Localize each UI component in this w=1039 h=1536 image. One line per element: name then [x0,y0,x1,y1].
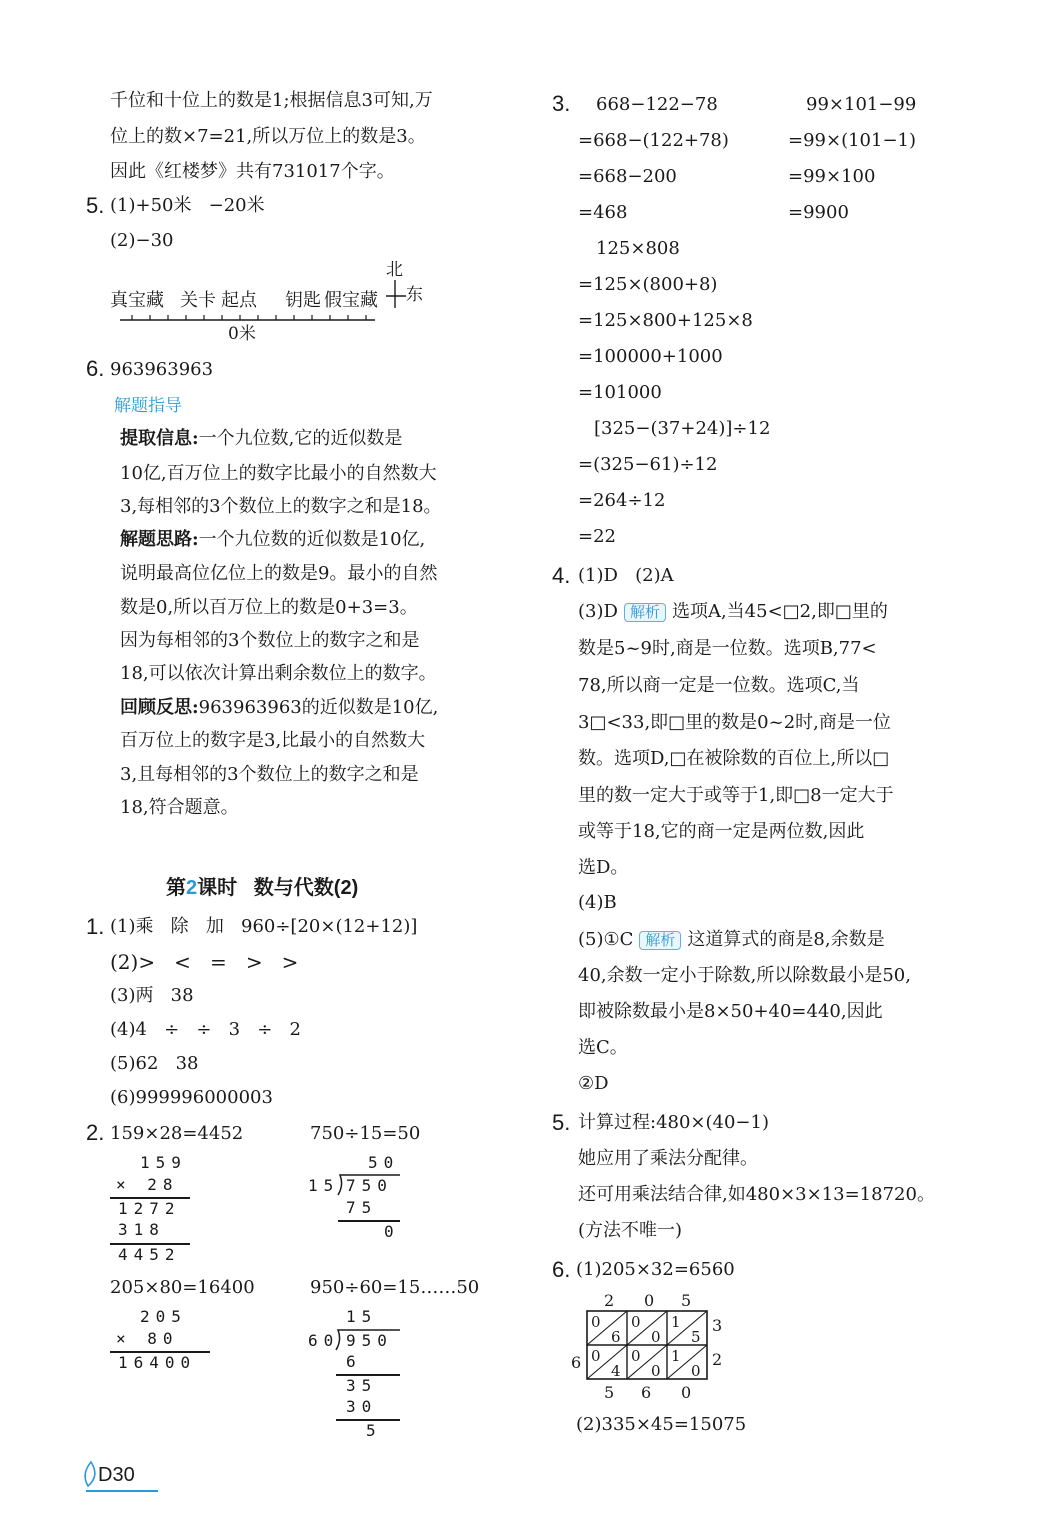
q6-answer: 963963963 [110,359,214,380]
cell-3-ones: 5 [691,1328,701,1346]
cell-3-tens: 1 [671,1313,681,1331]
q1-number: 1. [86,914,105,939]
grid-left-1: 6 [571,1353,582,1372]
m2-b: × 80 [116,1329,179,1348]
q4-p5-line-1: 40,余数一定小于除数,所以除数最小是50, [578,965,911,986]
d1-divisor: 15 [308,1176,340,1195]
q3-a-line-3: =668−200 [578,166,677,187]
silu-line-3: 数是0,所以百万位上的数是0+3=3。 [120,597,418,618]
q4-p3-line-5: 里的数一定大于或等于1,即□8一定大于 [578,785,894,806]
intro-line-3: 因此《红楼梦》共有731017个字。 [110,161,395,182]
q2-eq-3: 205×80=16400 [110,1277,255,1298]
q4-p3-line-3: 3□<33,即□里的数是0~2时,商是一位 [578,712,891,733]
q4-line-1: (1)D (2)A [578,565,674,586]
d2-quotient: 15 [346,1307,378,1326]
zero-label: 0米 [228,324,256,344]
m1-result: 4452 [118,1245,181,1264]
q4-p3-label: (3)D [578,601,618,622]
grid-bottom-2: 6 [641,1383,652,1402]
huigu-line-4: 18,符合题意。 [120,797,239,818]
grid-right-1: 3 [712,1316,723,1335]
east-label: 东 [406,285,423,305]
q3-d-line-3: =264÷12 [578,490,666,511]
d1-subtract: 75 [346,1198,378,1217]
r-q6-number: 6. [552,1257,571,1282]
m1-a: 159 [140,1153,187,1172]
r-q5-number: 5. [552,1110,571,1135]
cell-4-ones: 4 [611,1362,621,1380]
q5-line-2: (2)−30 [110,230,174,251]
q5-number: 5. [86,193,105,218]
tiqu-line-2: 10亿,百万位上的数字比最小的自然数大 [120,463,437,484]
silu-line-5: 18,可以依次计算出剩余数位上的数字。 [120,663,437,684]
q4-p3-line-4: 数。选项D,□在被除数的百位上,所以□ [578,748,890,769]
q3-c-line-3: =125×800+125×8 [578,310,753,331]
cell-1-ones: 6 [611,1328,621,1346]
m2-result: 16400 [118,1353,197,1372]
q3-d-line-1: [325−(37+24)]÷12 [594,418,771,439]
cell-1-tens: 0 [591,1313,601,1331]
silu-label: 解题思路: [120,529,199,550]
m2-a: 205 [140,1307,187,1326]
q5-line-1: (1)+50米 −20米 [110,195,265,216]
r-q5-line-1: 计算过程:480×(40−1) [578,1112,769,1133]
grid-top-1: 2 [604,1291,615,1310]
analysis-badge-2: 解析 [639,931,681,950]
label-real-treasure: 真宝藏 [110,290,164,311]
silu-line-2: 说明最高位亿位上的数是9。最小的自然 [120,563,438,584]
q4-p5-line-3: 选C。 [578,1037,628,1058]
m1-partial-1: 1272 [118,1199,181,1218]
q3-a-line-2: =668−(122+78) [578,130,729,151]
q4-p3-line-7: 选D。 [578,857,629,878]
grid-top-3: 5 [681,1291,692,1310]
grid-right-2: 2 [712,1350,723,1369]
r-q5-line-4: (方法不唯一) [578,1220,683,1241]
cell-2-ones: 0 [651,1328,661,1346]
q3-c-line-4: =100000+1000 [578,346,723,367]
intro-line-1: 千位和十位上的数是1;根据信息3可知,万 [110,90,433,111]
d1-quotient: 50 [368,1153,400,1172]
q1-line-1: (1)乘 除 加 960÷[20×(12+12)] [110,916,418,937]
q1-line-4: (4)4 ÷ ÷ 3 ÷ 2 [110,1019,301,1040]
label-checkpoint: 关卡 [180,290,216,311]
q1-line-6: (6)999996000003 [110,1087,273,1108]
huigu-line-2: 百万位上的数字是3,比最小的自然数大 [120,730,426,751]
q4-p5-label: (5)①C [578,929,634,950]
d2-dividend: 950 [346,1331,393,1350]
q3-b-line-3: =99×100 [788,166,876,187]
r-q4-number: 4. [552,563,571,588]
q2-eq-4: 950÷60=15……50 [310,1277,480,1298]
q4-p5-line-2: 即被除数最小是8×50+40=440,因此 [578,1001,883,1022]
huigu-label: 回顾反思: [120,697,199,718]
analysis-badge-1: 解析 [624,603,666,622]
q3-d-line-2: =(325−61)÷12 [578,454,718,475]
page-number: D30 [98,1464,135,1486]
north-label: 北 [386,260,403,280]
q1-line-5: (5)62 38 [110,1053,199,1074]
huigu-line-3: 3,且每相邻的3个数位上的数字之和是 [120,764,419,785]
cell-5-tens: 0 [631,1347,641,1365]
cell-6-ones: 0 [691,1362,701,1380]
r-q6-line-2: (2)335×45=15075 [576,1414,747,1435]
r-q6-line-1: (1)205×32=6560 [576,1259,735,1280]
cell-6-tens: 1 [671,1347,681,1365]
q2-eq-1: 159×28=4452 [110,1123,244,1144]
m1-partial-2: 318 [118,1220,165,1239]
grid-top-2: 0 [644,1291,655,1310]
q3-b-line-2: =99×(101−1) [788,130,917,151]
d1-remainder: 0 [384,1222,400,1241]
intro-line-2: 位上的数×7=21,所以万位上的数是3。 [110,126,426,147]
label-key: 钥匙 [285,290,321,311]
q2-number: 2. [86,1120,105,1145]
q4-p5-text: 这道算式的商是8,余数是 [687,929,885,950]
q3-b-line-1: 99×101−99 [806,94,917,115]
q3-c-line-1: 125×808 [596,238,680,259]
silu-line-4: 因为每相邻的3个数位上的数字之和是 [120,630,420,651]
cell-5-ones: 0 [651,1362,661,1380]
m1-b: × 28 [116,1175,179,1194]
section-title: 第2课时 数与代数(2) [166,877,359,899]
q1-line-2: (2)> < = > > [110,950,299,974]
q3-a-line-1: 668−122−78 [596,94,718,115]
page-number-rule [86,1490,158,1492]
grid-bottom-3: 0 [681,1383,692,1402]
q3-d-line-4: =22 [578,526,616,547]
huigu-line-1: 963963963的近似数是10亿, [198,697,439,718]
r-q3-number: 3. [552,91,571,116]
tip-heading: 解题指导 [114,396,182,415]
d2-subtract-2: 30 [346,1397,378,1416]
q3-c-line-5: =101000 [578,382,662,403]
cell-4-tens: 0 [591,1347,601,1365]
tiqu-line-1: 一个九位数,它的近似数是 [198,428,403,449]
d2-remainder: 5 [366,1421,382,1440]
q4-line-4: (4)B [578,892,617,913]
q3-b-line-4: =9900 [788,202,849,223]
q4-p3-text: 选项A,当45<□2,即□里的 [671,601,888,622]
q6-number: 6. [86,356,105,381]
r-q5-line-3: 还可用乘法结合律,如480×3×13=18720。 [578,1184,935,1205]
tiqu-label: 提取信息: [120,428,199,449]
q4-p3-line-1: 数是5~9时,商是一位数。选项B,77< [578,638,877,659]
q3-a-line-4: =468 [578,202,628,223]
q3-c-line-2: =125×(800+8) [578,274,718,295]
silu-line-1: 一个九位数的近似数是10亿, [198,529,426,550]
q4-line-5b: ②D [578,1073,609,1094]
d2-subtract-1: 6 [346,1352,362,1371]
q2-eq-2: 750÷15=50 [310,1123,421,1144]
r-q5-line-2: 她应用了乘法分配律。 [578,1148,758,1169]
d2-divisor: 60 [308,1331,340,1350]
tiqu-line-3: 3,每相邻的3个数位上的数字之和是18。 [120,496,442,517]
q4-p3-line-6: 或等于18,它的商一定是两位数,因此 [578,821,865,842]
q1-line-3: (3)两 38 [110,985,194,1006]
d2-partial: 35 [346,1376,378,1395]
cell-2-tens: 0 [631,1313,641,1331]
label-fake-treasure: 假宝藏 [324,290,378,311]
label-start: 起点 [221,290,257,311]
q4-p3-line-2: 78,所以商一定是一位数。选项C,当 [578,675,860,696]
grid-bottom-1: 5 [604,1383,615,1402]
d1-dividend: 750 [346,1176,393,1195]
